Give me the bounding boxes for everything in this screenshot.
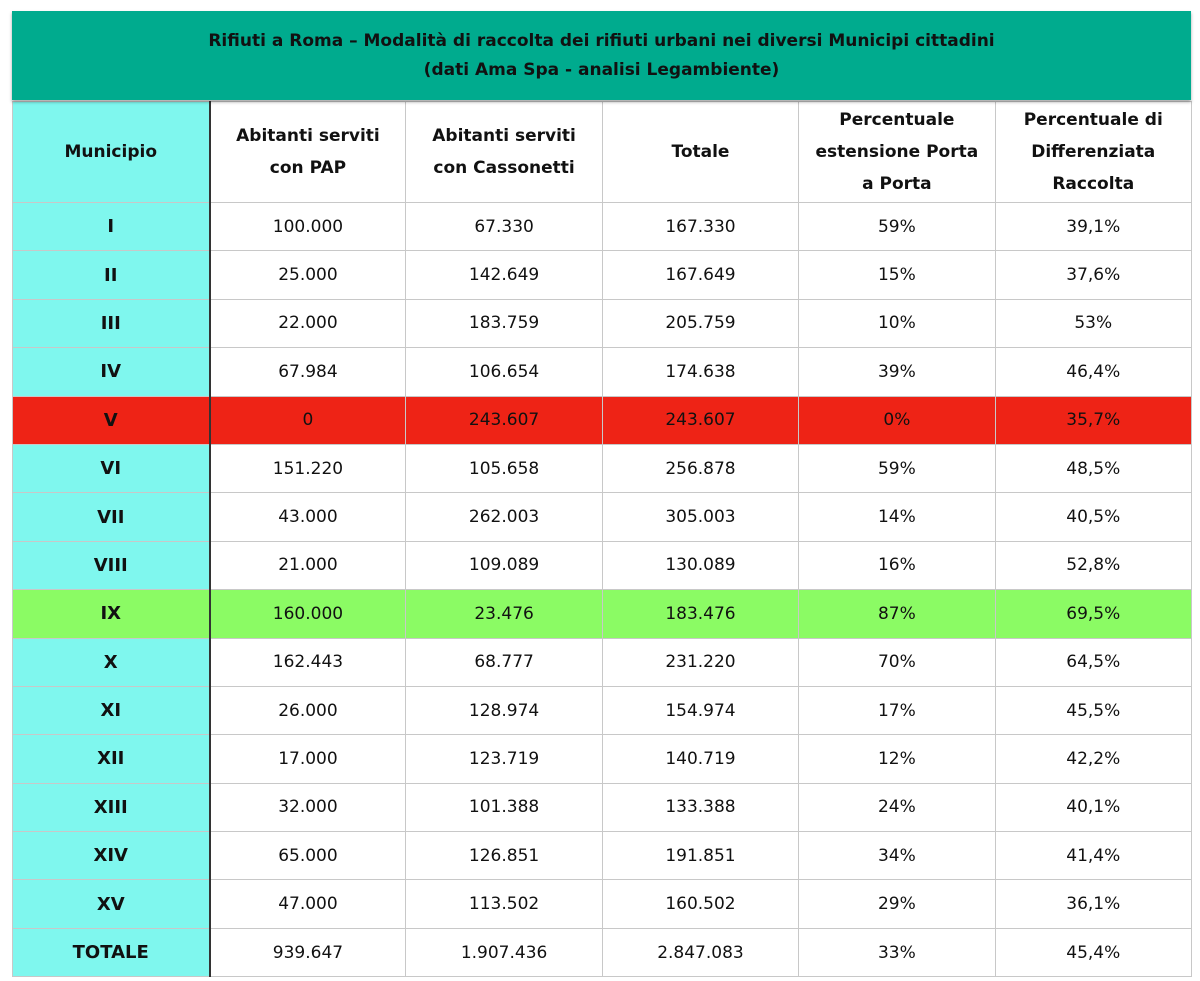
municipio-cell: III — [13, 299, 210, 347]
totale-cell: 231.220 — [602, 638, 798, 686]
table-title-line-1: Rifiuti a Roma – Modalità di raccolta dei rifiuti urbani nei diversi Municipi cittadini — [208, 30, 995, 51]
porta-a-porta-cell: 15% — [799, 251, 995, 299]
differenziata-cell: 53% — [995, 299, 1191, 347]
table-row — [13, 251, 1192, 299]
pap-cell: 32.000 — [210, 783, 406, 831]
header-percentuale-porta-a-porta — [799, 102, 995, 203]
porta-a-porta-cell: 39% — [799, 348, 995, 396]
header-line: estensione Porta — [815, 142, 979, 162]
totale-cell: 205.759 — [602, 299, 798, 347]
header-percentuale-differenziata — [995, 102, 1191, 203]
table-row — [13, 541, 1192, 589]
pap-cell: 100.000 — [210, 203, 406, 251]
municipio-cell: XIV — [13, 832, 210, 880]
cassonetti-cell: 106.654 — [406, 348, 602, 396]
table-row — [13, 832, 1192, 880]
header-line: con Cassonetti — [433, 158, 575, 178]
header-line: Abitanti serviti — [236, 126, 380, 146]
pap-cell: 939.647 — [210, 928, 406, 976]
cassonetti-cell: 123.719 — [406, 735, 602, 783]
pap-cell: 22.000 — [210, 299, 406, 347]
municipio-cell: X — [13, 638, 210, 686]
table-row — [13, 299, 1192, 347]
cassonetti-cell: 262.003 — [406, 493, 602, 541]
table-row — [13, 348, 1192, 396]
header-line: Abitanti serviti — [432, 126, 576, 146]
header-abitanti-cassonetti — [406, 102, 602, 203]
pap-cell: 151.220 — [210, 444, 406, 492]
pap-cell: 43.000 — [210, 493, 406, 541]
totale-cell: 140.719 — [602, 735, 798, 783]
pap-cell: 25.000 — [210, 251, 406, 299]
municipio-cell: XI — [13, 686, 210, 734]
municipio-cell: XIII — [13, 783, 210, 831]
header-line: Percentuale — [839, 110, 955, 130]
cassonetti-cell: 243.607 — [406, 396, 602, 444]
differenziata-cell: 48,5% — [995, 444, 1191, 492]
municipio-cell: I — [13, 203, 210, 251]
differenziata-cell: 64,5% — [995, 638, 1191, 686]
cassonetti-cell: 68.777 — [406, 638, 602, 686]
totale-cell: 2.847.083 — [602, 928, 798, 976]
data-table-container — [12, 11, 1191, 977]
porta-a-porta-cell: 16% — [799, 541, 995, 589]
cassonetti-cell: 109.089 — [406, 541, 602, 589]
header-row — [13, 102, 1192, 203]
table-row — [13, 783, 1192, 831]
table-row — [13, 735, 1192, 783]
porta-a-porta-cell: 0% — [799, 396, 995, 444]
header-line: Differenziata — [1031, 142, 1156, 162]
totale-cell: 191.851 — [602, 832, 798, 880]
porta-a-porta-cell: 59% — [799, 444, 995, 492]
header-totale — [602, 102, 798, 203]
municipio-cell: II — [13, 251, 210, 299]
cassonetti-cell: 128.974 — [406, 686, 602, 734]
differenziata-cell: 36,1% — [995, 880, 1191, 928]
porta-a-porta-cell: 34% — [799, 832, 995, 880]
table-body — [13, 203, 1192, 977]
municipio-cell: IV — [13, 348, 210, 396]
pap-cell: 65.000 — [210, 832, 406, 880]
header-line: Totale — [671, 142, 730, 162]
pap-cell: 67.984 — [210, 348, 406, 396]
totale-cell: 174.638 — [602, 348, 798, 396]
table-row — [13, 444, 1192, 492]
porta-a-porta-cell: 87% — [799, 590, 995, 638]
totale-cell: 130.089 — [602, 541, 798, 589]
municipio-cell: V — [13, 396, 210, 444]
pap-cell: 26.000 — [210, 686, 406, 734]
table-row — [13, 396, 1192, 444]
header-abitanti-pap — [210, 102, 406, 203]
differenziata-cell: 46,4% — [995, 348, 1191, 396]
porta-a-porta-cell: 33% — [799, 928, 995, 976]
differenziata-cell: 40,5% — [995, 493, 1191, 541]
pap-cell: 160.000 — [210, 590, 406, 638]
differenziata-cell: 45,5% — [995, 686, 1191, 734]
waste-collection-table — [12, 101, 1192, 977]
cassonetti-cell: 183.759 — [406, 299, 602, 347]
differenziata-cell: 69,5% — [995, 590, 1191, 638]
municipio-cell: IX — [13, 590, 210, 638]
differenziata-cell: 45,4% — [995, 928, 1191, 976]
differenziata-cell: 42,2% — [995, 735, 1191, 783]
cassonetti-cell: 142.649 — [406, 251, 602, 299]
pap-cell: 0 — [210, 396, 406, 444]
table-row — [13, 638, 1192, 686]
totale-cell: 256.878 — [602, 444, 798, 492]
table-row — [13, 590, 1192, 638]
header-line: a Porta — [862, 174, 932, 194]
totale-cell: 305.003 — [602, 493, 798, 541]
table-title — [12, 11, 1191, 100]
table-row — [13, 493, 1192, 541]
porta-a-porta-cell: 70% — [799, 638, 995, 686]
cassonetti-cell: 126.851 — [406, 832, 602, 880]
differenziata-cell: 41,4% — [995, 832, 1191, 880]
porta-a-porta-cell: 59% — [799, 203, 995, 251]
pap-cell: 17.000 — [210, 735, 406, 783]
porta-a-porta-cell: 12% — [799, 735, 995, 783]
totale-cell: 167.649 — [602, 251, 798, 299]
header-line: Percentuale di — [1023, 110, 1163, 130]
totale-cell: 183.476 — [602, 590, 798, 638]
differenziata-cell: 40,1% — [995, 783, 1191, 831]
municipio-cell: VI — [13, 444, 210, 492]
table-row — [13, 880, 1192, 928]
differenziata-cell: 39,1% — [995, 203, 1191, 251]
totale-cell: 160.502 — [602, 880, 798, 928]
municipio-cell: TOTALE — [13, 928, 210, 976]
totale-cell: 133.388 — [602, 783, 798, 831]
header-municipio — [13, 102, 210, 203]
cassonetti-cell: 105.658 — [406, 444, 602, 492]
municipio-cell: XV — [13, 880, 210, 928]
pap-cell: 47.000 — [210, 880, 406, 928]
totale-cell: 167.330 — [602, 203, 798, 251]
totals-row — [13, 928, 1192, 976]
totale-cell: 243.607 — [602, 396, 798, 444]
municipio-cell: VIII — [13, 541, 210, 589]
differenziata-cell: 52,8% — [995, 541, 1191, 589]
cassonetti-cell: 101.388 — [406, 783, 602, 831]
cassonetti-cell: 67.330 — [406, 203, 602, 251]
cassonetti-cell: 23.476 — [406, 590, 602, 638]
header-line: con PAP — [269, 158, 347, 178]
porta-a-porta-cell: 29% — [799, 880, 995, 928]
table-row — [13, 203, 1192, 251]
differenziata-cell: 35,7% — [995, 396, 1191, 444]
header-line: Raccolta — [1052, 174, 1135, 194]
pap-cell: 162.443 — [210, 638, 406, 686]
porta-a-porta-cell: 17% — [799, 686, 995, 734]
table-title-line-2: (dati Ama Spa - analisi Legambiente) — [423, 59, 780, 80]
municipio-cell: VII — [13, 493, 210, 541]
header-line: Municipio — [64, 142, 158, 162]
porta-a-porta-cell: 14% — [799, 493, 995, 541]
porta-a-porta-cell: 10% — [799, 299, 995, 347]
municipio-cell: XII — [13, 735, 210, 783]
pap-cell: 21.000 — [210, 541, 406, 589]
totale-cell: 154.974 — [602, 686, 798, 734]
cassonetti-cell: 1.907.436 — [406, 928, 602, 976]
cassonetti-cell: 113.502 — [406, 880, 602, 928]
differenziata-cell: 37,6% — [995, 251, 1191, 299]
porta-a-porta-cell: 24% — [799, 783, 995, 831]
table-row — [13, 686, 1192, 734]
